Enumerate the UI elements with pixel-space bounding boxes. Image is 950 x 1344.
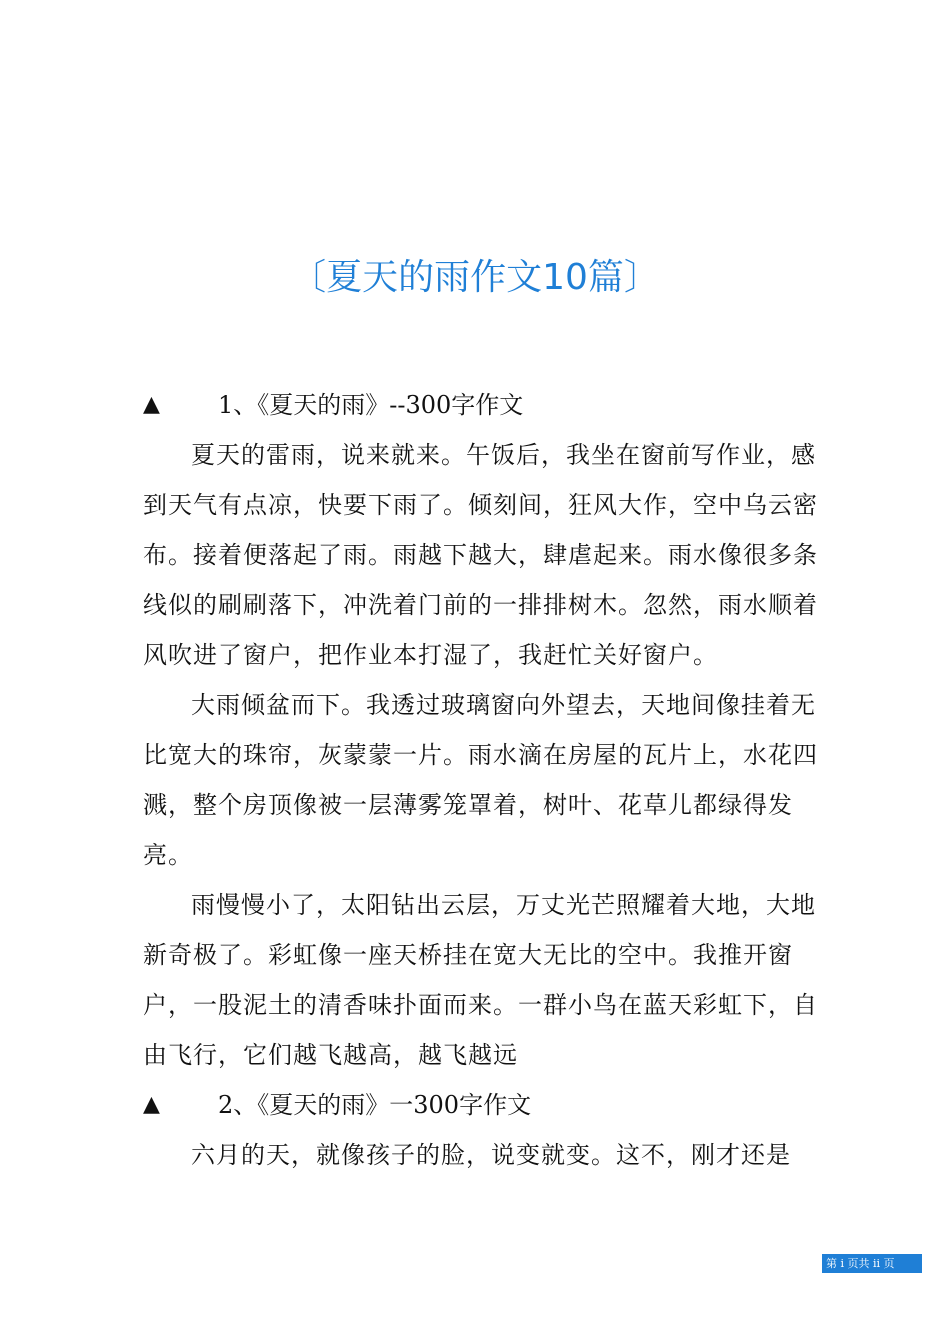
section-heading-text: 1、《夏天的雨》--300字作文 (218, 391, 524, 419)
paragraph: 夏天的雷雨，说来就来。午饭后，我坐在窗前写作业，感到天气有点凉，快要下雨了。倾刻间，狂风大作，空中乌云密布。接着便落起了雨。雨越下越大，肆虐起来。雨水像很多条线似的刷刷落下，冲洗着门前的一排排树木。忽然，雨水顺着风吹进了窗户，把作业本打湿了，我赶忙关好窗户。 (143, 441, 818, 669)
section-heading-text: 2、《夏天的雨》一300字作文 (218, 1091, 532, 1119)
document-body (143, 380, 823, 1180)
paragraph: 雨慢慢小了，太阳钻出云层，万丈光芒照耀着大地，大地新奇极了。彩虹像一座天桥挂在宽大无比的空中。我推开窗户，一股泥土的清香味扑面而来。一群小鸟在蓝天彩虹下，自由飞行，它们越飞越高，越飞越远 (143, 891, 818, 1069)
page-number-badge: 第 i 页共 ii 页 (822, 1254, 922, 1273)
triangle-bullet-icon: ▲ (143, 1092, 160, 1117)
document-title: 〔夏天的雨作文10篇〕 (290, 257, 660, 298)
section-heading-1 (143, 380, 823, 430)
paragraph: 六月的天，就像孩子的脸，说变就变。这不，刚才还是 (191, 1141, 791, 1169)
triangle-bullet-icon: ▲ (143, 392, 160, 417)
section-heading-2 (143, 1080, 823, 1130)
paragraph: 大雨倾盆而下。我透过玻璃窗向外望去，天地间像挂着无比宽大的珠帘，灰蒙蒙一片。雨水滴在房屋的瓦片上，水花四溅，整个房顶像被一层薄雾笼罩着，树叶、花草儿都绿得发亮。 (143, 691, 818, 869)
